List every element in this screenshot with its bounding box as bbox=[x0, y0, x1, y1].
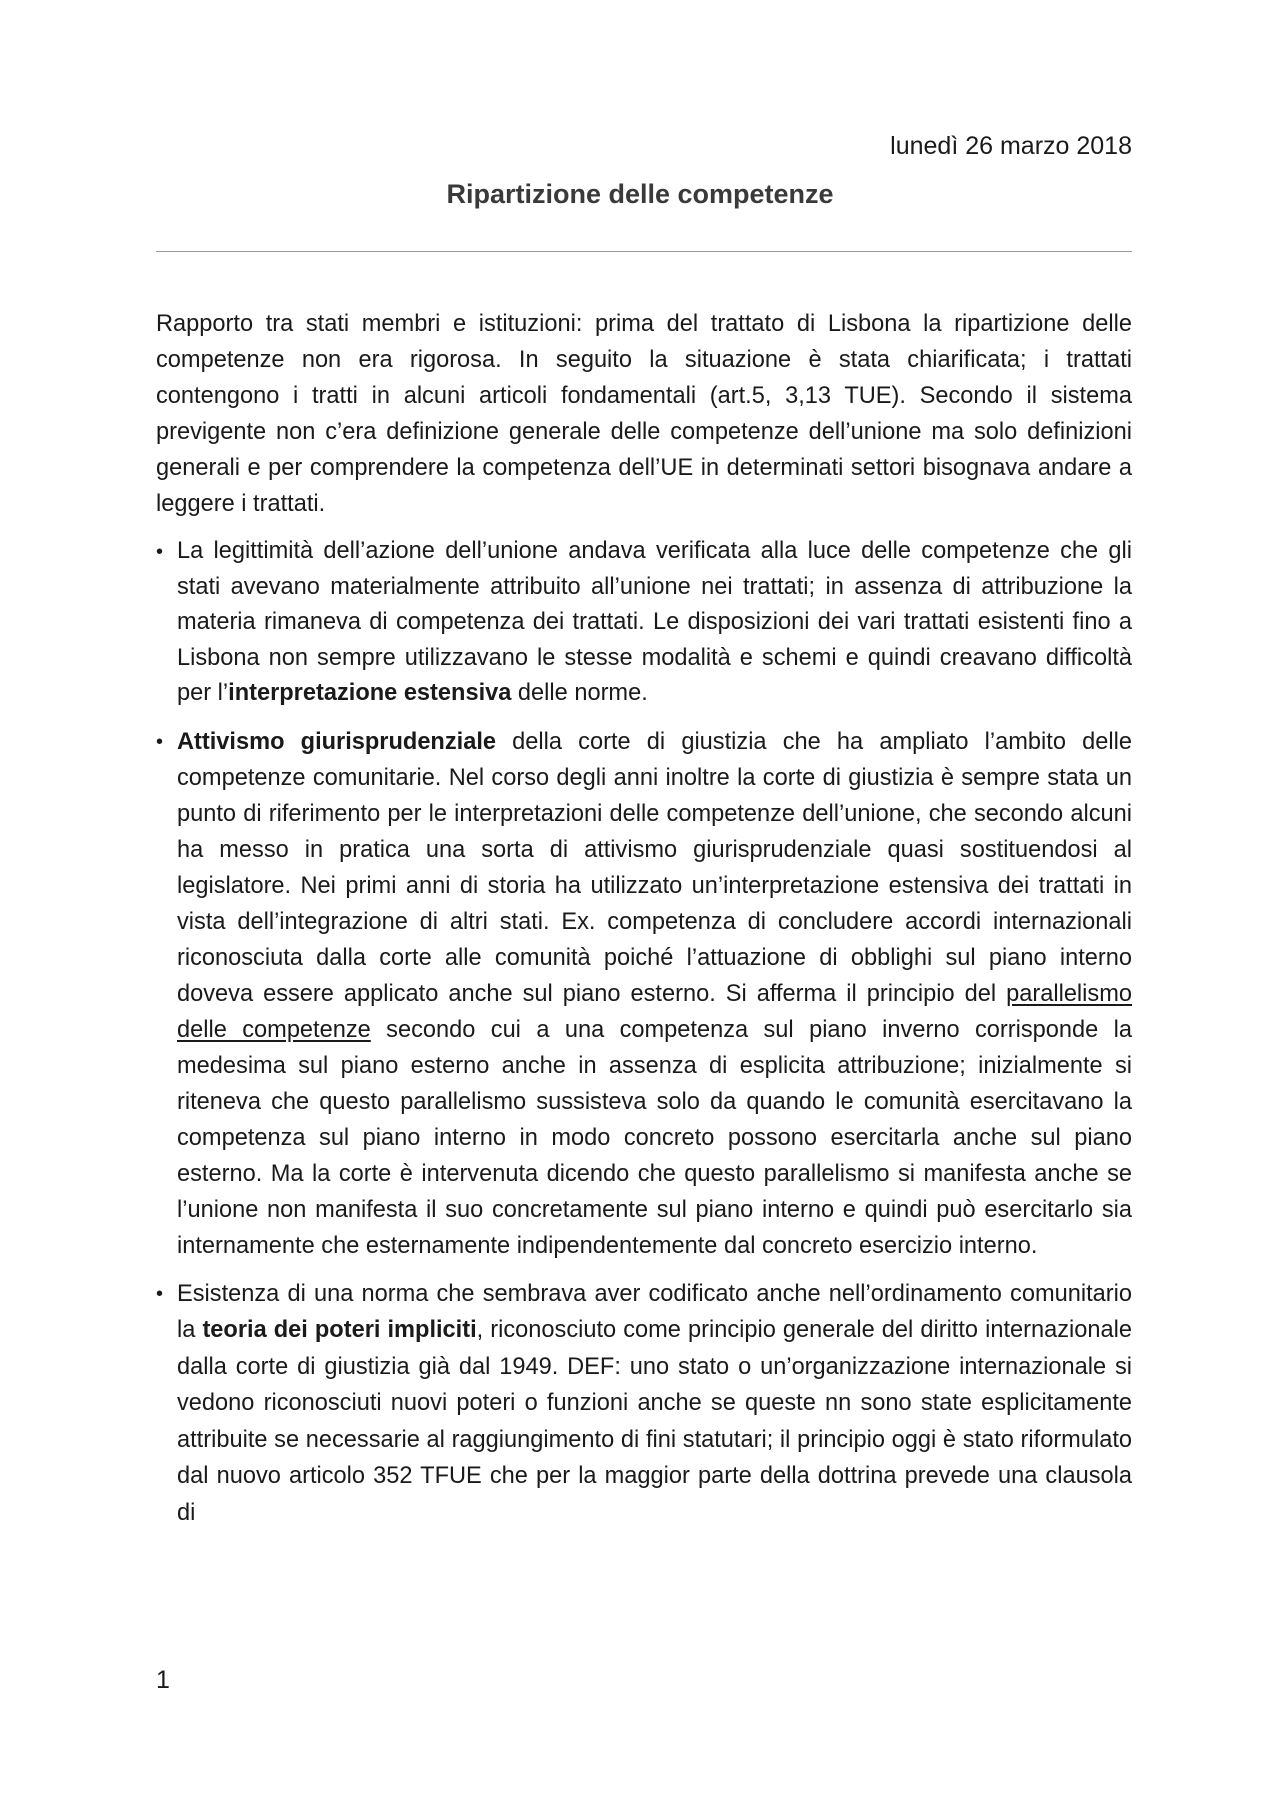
bullet-3-text-after: , riconosciuto come principio generale del diritto internazionale dalla corte di giustizia già dal 1949. DEF: uno stato o un’organizzazione internazionale si vedono riconosciuti nuovi poteri o funzioni anche se queste nn sono state esplicitamente attribuite se necessarie al raggiungimento di fini statutari; il principio oggi è stato riformulato dal nuovo articolo 352 TFUE che per la maggior parte della dottrina prevede una clausola di bbox=[177, 1317, 1133, 1526]
document-date: lunedì 26 marzo 2018 bbox=[890, 132, 1132, 160]
title-divider bbox=[156, 251, 1132, 252]
bullet-1-bold-term: interpretazione estensiva bbox=[228, 680, 512, 706]
bullet-dot-icon: • bbox=[156, 1282, 164, 1305]
bullet-2-text-after: secondo cui a una competenza sul piano inverno corrisponde la medesima sul piano esterno anche in assenza di esplicita attribuzione; inizialmente si riteneva che questo parallelismo sussisteva solo da quando le comunità esercitavano la competenza sul piano interno in modo concreto possono esercitarla anche sul piano esterno. Ma la corte è intervenuta dicendo che questo parallelismo si manifesta anche se l’unione non manifesta il suo concretamente sul piano interno e quindi può esercitarlo sia internamente che esternamente indipendentemente dal concreto esercizio interno. bbox=[177, 1016, 1132, 1259]
intro-paragraph: Rapporto tra stati membri e istituzioni: prima del trattato di Lisbona la ripartizione delle competenze non era rigorosa. In seguito la situazione è stata chiarificata; i trattati contengono i tratti in alcuni articoli fondamentali (art.5, 3,13 TUE). Secondo il sistema previgente non c’era definizione generale delle competenze dell’unione ma solo definizioni generali e per comprendere la competenza dell’UE in determinati settori bisognava andare a leggere i trattati. bbox=[156, 311, 1132, 517]
bullet-3-bold-term: teoria dei poteri impliciti bbox=[202, 1317, 477, 1343]
bullet-2-underlined-term: parallelismo delle competenze bbox=[177, 980, 1132, 1043]
bullet-2-bold-term: Attivismo giurisprudenziale bbox=[177, 728, 496, 755]
bullet-1-text-before: La legittimità dell’azione dell’unione andava verificata alla luce delle competenze che gli stati avevano materialmente attribuito all’unione nei trattati; in assenza di attribuzione la materia rimaneva di competenza dei trattati. Le disposizioni dei vari trattati esistenti fino a Lisbona non sempre utilizzavano le stesse modalità e schemi e quindi creavano difficoltà per l’ bbox=[177, 538, 1132, 706]
bullet-item-1 bbox=[156, 534, 1132, 712]
document-body bbox=[156, 306, 1132, 1543]
bullet-dot-icon: • bbox=[156, 541, 164, 563]
bullet-2-text-middle: della corte di giustizia che ha ampliato l’ambito delle competenze comunitarie. Nel corso degli anni inoltre la corte di giustizia è sempre stata un punto di riferimento per le interpretazioni delle competenze dell’unione, che secondo alcuni ha messo in pratica una sorta di attivismo giurisprudenziale quasi sostituendosi al legislatore. Nei primi anni di storia ha utilizzato un’interpretazione estensiva dei trattati in vista dell’integrazione di altri stati. Ex. competenza di concludere accordi internazionali riconosciuta dalla corte alle comunità poiché l’attuazione di obblighi sul piano interno doveva essere applicato anche sul piano esterno. Si afferma il principio del bbox=[177, 728, 1132, 1007]
bullet-item-3 bbox=[156, 1276, 1132, 1532]
bullet-2-text bbox=[177, 724, 1132, 1264]
bullet-1-text-after: delle norme. bbox=[511, 680, 648, 706]
bullet-item-2 bbox=[156, 724, 1132, 1264]
bullet-dot-icon: • bbox=[156, 730, 164, 753]
bullet-list bbox=[156, 534, 1132, 1531]
page-number: 1 bbox=[156, 1666, 170, 1694]
document-title: Ripartizione delle competenze bbox=[446, 179, 834, 209]
bullet-3-text-before: Esistenza di una norma che sembrava aver codificato anche nell’ordinamento comunitario la bbox=[177, 1280, 1132, 1343]
bullet-3-text bbox=[177, 1276, 1132, 1532]
bullet-1-text bbox=[177, 534, 1132, 712]
